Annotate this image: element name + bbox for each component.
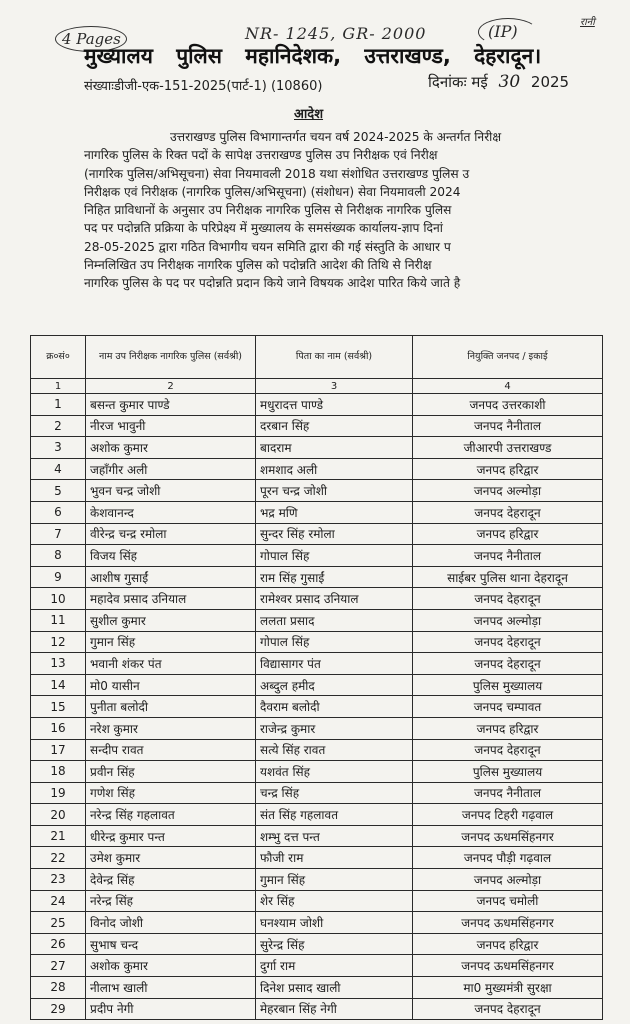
cell-posting: जनपद नैनीताल xyxy=(413,415,603,437)
cell-posting: जनपद ऊधमसिंहनगर xyxy=(413,825,603,847)
cell-posting: जनपद ऊधमसिंहनगर xyxy=(413,912,603,934)
handwritten-reference-note: NR- 1245, GR- 2000 xyxy=(245,24,427,43)
table-row xyxy=(31,977,603,999)
cell-serial: 17 xyxy=(31,739,86,761)
cell-serial: 2 xyxy=(31,415,86,437)
cell-serial: 23 xyxy=(31,869,86,891)
cell-father-name: गोपाल सिंह xyxy=(256,545,413,567)
order-date xyxy=(428,72,569,92)
header-posting: नियुक्ति जनपद / इकाई xyxy=(413,336,603,379)
table-row xyxy=(31,588,603,610)
cell-serial: 5 xyxy=(31,480,86,502)
cell-posting: जनपद पौड़ी गढ़वाल xyxy=(413,847,603,869)
cell-father-name: शेर सिंह xyxy=(256,890,413,912)
cell-father-name: चन्द्र सिंह xyxy=(256,782,413,804)
order-line: उत्तराखण्ड पुलिस विभागान्तर्गत चयन वर्ष 2024-2025 के अन्तर्गत निरीक्ष xyxy=(170,130,502,144)
cell-posting: जनपद चम्पावत xyxy=(413,696,603,718)
cell-father-name: सुरेन्द्र सिंह xyxy=(256,933,413,955)
date-label: दिनांकः मई xyxy=(428,73,488,91)
cell-posting: जनपद देहरादून xyxy=(413,588,603,610)
cell-posting: जनपद देहरादून xyxy=(413,739,603,761)
cell-father-name: भद्र मणि xyxy=(256,501,413,523)
cell-posting: जनपद हरिद्वार xyxy=(413,458,603,480)
cell-father-name: विद्यासागर पंत xyxy=(256,653,413,675)
cell-father-name: फौजी राम xyxy=(256,847,413,869)
cell-posting: जनपद उत्तरकाशी xyxy=(413,394,603,416)
cell-officer-name: नीलाभ खाली xyxy=(86,977,256,999)
table-row xyxy=(31,566,603,588)
header-father: पिता का नाम (सर्वश्री) xyxy=(256,336,413,379)
table-row xyxy=(31,609,603,631)
reference-number: संख्याःडीजी-एक-151-2025(पार्ट-1) (10860) xyxy=(84,79,323,94)
cell-officer-name: गुमान सिंह xyxy=(86,631,256,653)
cell-posting: साईबर पुलिस थाना देहरादून xyxy=(413,566,603,588)
column-number: 3 xyxy=(256,379,413,394)
cell-father-name: गुमान सिंह xyxy=(256,869,413,891)
order-line: नागरिक पुलिस के पद पर पदोन्नति प्रदान किये जाने विषयक आदेश पारित किये जाते है xyxy=(84,276,461,291)
table-row xyxy=(31,458,603,480)
cell-posting: जनपद हरिद्वार xyxy=(413,717,603,739)
table-row xyxy=(31,847,603,869)
order-line: पद पर पदोन्नति प्रक्रिया के परिप्रेक्ष्य में मुख्यालय के समसंख्यक कार्यालय-ज्ञाप दिनां xyxy=(84,221,443,236)
cell-posting: जनपद चमोली xyxy=(413,890,603,912)
cell-father-name: शमशाद अली xyxy=(256,458,413,480)
cell-posting: जनपद देहरादून xyxy=(413,631,603,653)
order-body xyxy=(84,128,616,293)
date-day: 30 xyxy=(498,72,521,92)
cell-posting: पुलिस मुख्यालय xyxy=(413,761,603,783)
cell-posting: जनपद अल्मोड़ा xyxy=(413,480,603,502)
cell-father-name: दैवराम बलोदी xyxy=(256,696,413,718)
cell-officer-name: आशीष गुसाईं xyxy=(86,566,256,588)
order-line: निहित प्राविधानों के अनुसार उप निरीक्षक नागरिक पुलिस से निरीक्षक नागरिक पुलिस xyxy=(84,203,452,218)
header-serial: क्र०सं० xyxy=(31,336,86,379)
cell-posting: जनपद देहरादून xyxy=(413,998,603,1020)
cell-officer-name: बसन्त कुमार पाण्डे xyxy=(86,394,256,416)
cell-officer-name: सन्दीप रावत xyxy=(86,739,256,761)
cell-officer-name: विनोद जोशी xyxy=(86,912,256,934)
cell-serial: 27 xyxy=(31,955,86,977)
table-row xyxy=(31,437,603,459)
cell-serial: 18 xyxy=(31,761,86,783)
cell-officer-name: गणेश सिंह xyxy=(86,782,256,804)
order-line: निम्नलिखित उप निरीक्षक नागरिक पुलिस को पदोन्नति आदेश की तिथि से निरीक्ष xyxy=(84,258,432,273)
cell-officer-name: प्रदीप नेगी xyxy=(86,998,256,1020)
order-line: नागरिक पुलिस के रिक्त पदों के सापेक्ष उत्तराखण्ड पुलिस उप निरीक्षक एवं निरीक्ष xyxy=(84,148,438,163)
cell-officer-name: उमेश कुमार xyxy=(86,847,256,869)
cell-serial: 13 xyxy=(31,653,86,675)
cell-posting: जनपद अल्मोड़ा xyxy=(413,609,603,631)
cell-serial: 15 xyxy=(31,696,86,718)
cell-posting: जनपद टिहरी गढ़वाल xyxy=(413,804,603,826)
cell-officer-name: नरेश कुमार xyxy=(86,717,256,739)
cell-father-name: मेहरबान सिंह नेगी xyxy=(256,998,413,1020)
date-year: 2025 xyxy=(530,73,570,91)
table-row xyxy=(31,782,603,804)
table-row xyxy=(31,394,603,416)
cell-officer-name: धीरेन्द्र कुमार पन्त xyxy=(86,825,256,847)
cell-officer-name: अशोक कुमार xyxy=(86,437,256,459)
cell-serial: 1 xyxy=(31,394,86,416)
cell-officer-name: नीरज भावुनी xyxy=(86,415,256,437)
table-row xyxy=(31,761,603,783)
handwritten-ip-note: (IP) xyxy=(488,22,518,41)
cell-officer-name: पुनीता बलोदी xyxy=(86,696,256,718)
cell-officer-name: अशोक कुमार xyxy=(86,955,256,977)
order-line: 28-05-2025 द्वारा गठित विभागीय चयन समिति द्वारा की गई संस्तुति के आधार प xyxy=(84,239,451,254)
cell-father-name: पूरन चन्द्र जोशी xyxy=(256,480,413,502)
cell-serial: 11 xyxy=(31,609,86,631)
cell-officer-name: प्रवीन सिंह xyxy=(86,761,256,783)
cell-serial: 21 xyxy=(31,825,86,847)
cell-serial: 29 xyxy=(31,998,86,1020)
cell-father-name: दुर्गा राम xyxy=(256,955,413,977)
cell-officer-name: नरेन्द्र सिंह गहलावत xyxy=(86,804,256,826)
cell-posting: जनपद हरिद्वार xyxy=(413,933,603,955)
cell-posting: जनपद देहरादून xyxy=(413,501,603,523)
cell-officer-name: वीरेन्द्र चन्द्र रमोला xyxy=(86,523,256,545)
cell-serial: 3 xyxy=(31,437,86,459)
cell-serial: 9 xyxy=(31,566,86,588)
cell-father-name: अब्दुल हमीद xyxy=(256,674,413,696)
table-header-row xyxy=(31,336,603,379)
column-number-row xyxy=(31,379,603,394)
table-row xyxy=(31,717,603,739)
cell-father-name: बादराम xyxy=(256,437,413,459)
cell-posting: पुलिस मुख्यालय xyxy=(413,674,603,696)
cell-posting: जीआरपी उत्तराखण्ड xyxy=(413,437,603,459)
table-row xyxy=(31,501,603,523)
cell-father-name: दिनेश प्रसाद खाली xyxy=(256,977,413,999)
cell-serial: 10 xyxy=(31,588,86,610)
cell-serial: 19 xyxy=(31,782,86,804)
table-row xyxy=(31,890,603,912)
cell-serial: 22 xyxy=(31,847,86,869)
cell-officer-name: भुवन चन्द्र जोशी xyxy=(86,480,256,502)
handwritten-pages-note: 4 Pages xyxy=(62,30,121,48)
cell-officer-name: केशवानन्द xyxy=(86,501,256,523)
table-row xyxy=(31,523,603,545)
cell-posting: जनपद नैनीताल xyxy=(413,545,603,567)
table-row xyxy=(31,480,603,502)
cell-officer-name: महादेव प्रसाद उनियाल xyxy=(86,588,256,610)
cell-officer-name: नरेन्द्र सिंह xyxy=(86,890,256,912)
cell-officer-name: देवेन्द्र सिंह xyxy=(86,869,256,891)
cell-officer-name: सुभाष चन्द xyxy=(86,933,256,955)
cell-father-name: राम सिंह गुसाईं xyxy=(256,566,413,588)
column-number: 1 xyxy=(31,379,86,394)
cell-serial: 7 xyxy=(31,523,86,545)
column-number: 4 xyxy=(413,379,603,394)
column-number: 2 xyxy=(86,379,256,394)
cell-serial: 20 xyxy=(31,804,86,826)
table-row xyxy=(31,739,603,761)
table-row xyxy=(31,825,603,847)
cell-serial: 26 xyxy=(31,933,86,955)
promotion-table xyxy=(30,335,603,1020)
cell-serial: 16 xyxy=(31,717,86,739)
table-row xyxy=(31,912,603,934)
cell-officer-name: विजय सिंह xyxy=(86,545,256,567)
cell-father-name: शम्भु दत्त पन्त xyxy=(256,825,413,847)
cell-posting: जनपद अल्मोड़ा xyxy=(413,869,603,891)
table-row xyxy=(31,933,603,955)
table-row xyxy=(31,674,603,696)
cell-posting: जनपद ऊधमसिंहनगर xyxy=(413,955,603,977)
cell-father-name: दरबान सिंह xyxy=(256,415,413,437)
cell-posting: जनपद देहरादून xyxy=(413,653,603,675)
cell-father-name: ललता प्रसाद xyxy=(256,609,413,631)
cell-father-name: राजेन्द्र कुमार xyxy=(256,717,413,739)
cell-father-name: यशवंत सिंह xyxy=(256,761,413,783)
cell-serial: 4 xyxy=(31,458,86,480)
table-row xyxy=(31,415,603,437)
cell-serial: 8 xyxy=(31,545,86,567)
table-row xyxy=(31,955,603,977)
cell-serial: 28 xyxy=(31,977,86,999)
cell-father-name: संत सिंह गहलावत xyxy=(256,804,413,826)
cell-father-name: सुन्दर सिंह रमोला xyxy=(256,523,413,545)
handwritten-corner-note: रानी xyxy=(580,17,595,28)
header-name: नाम उप निरीक्षक नागरिक पुलिस (सर्वश्री) xyxy=(86,336,256,379)
table-row xyxy=(31,631,603,653)
table-row xyxy=(31,998,603,1020)
order-heading: आदेश xyxy=(294,107,324,122)
cell-officer-name: भवानी शंकर पंत xyxy=(86,653,256,675)
order-line: निरीक्षक एवं निरीक्षक (नागरिक पुलिस/अभिसूचना) (संशोधन) सेवा नियमावली 2024 xyxy=(84,184,461,199)
cell-father-name: गोपाल सिंह xyxy=(256,631,413,653)
table-row xyxy=(31,696,603,718)
table-row xyxy=(31,653,603,675)
table-row xyxy=(31,804,603,826)
cell-serial: 14 xyxy=(31,674,86,696)
cell-posting: मा0 मुख्यमंत्री सुरक्षा xyxy=(413,977,603,999)
cell-father-name: रामेश्वर प्रसाद उनियाल xyxy=(256,588,413,610)
cell-officer-name: जहाँगीर अली xyxy=(86,458,256,480)
office-title: मुख्यालय पुलिस महानिदेशक, उत्तराखण्ड, देहरादून। xyxy=(84,44,542,68)
cell-officer-name: मो0 यासीन xyxy=(86,674,256,696)
cell-officer-name: सुशील कुमार xyxy=(86,609,256,631)
cell-father-name: मधुरादत्त पाण्डे xyxy=(256,394,413,416)
cell-serial: 6 xyxy=(31,501,86,523)
cell-posting: जनपद हरिद्वार xyxy=(413,523,603,545)
order-line: (नागरिक पुलिस/अभिसूचना) सेवा नियमावली 2018 यथा संशोधित उत्तराखण्ड पुलिस उ xyxy=(84,166,470,181)
cell-posting: जनपद नैनीताल xyxy=(413,782,603,804)
cell-serial: 12 xyxy=(31,631,86,653)
cell-father-name: घनश्याम जोशी xyxy=(256,912,413,934)
cell-serial: 24 xyxy=(31,890,86,912)
table-row xyxy=(31,545,603,567)
cell-serial: 25 xyxy=(31,912,86,934)
cell-father-name: सत्ये सिंह रावत xyxy=(256,739,413,761)
table-row xyxy=(31,869,603,891)
